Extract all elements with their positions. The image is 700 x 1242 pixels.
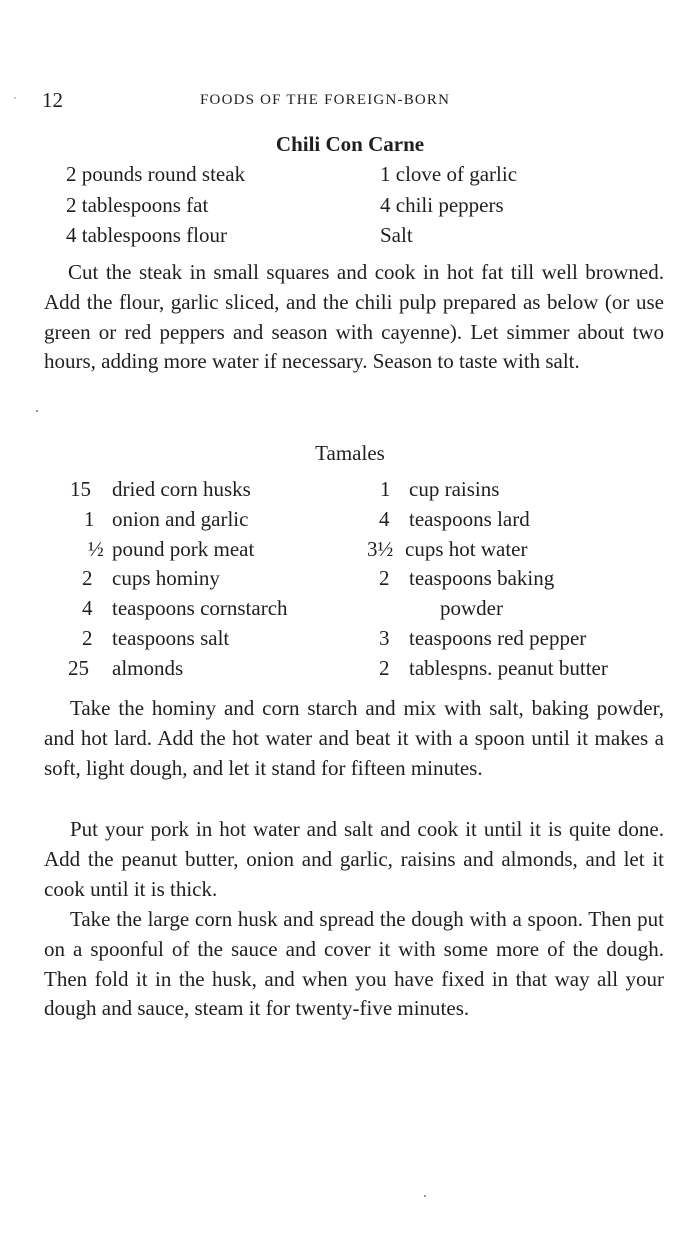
ingredient-line: cup raisins xyxy=(409,477,500,501)
ingredient-line: almonds xyxy=(112,656,184,680)
ingredient-quantity: 2 xyxy=(82,566,93,590)
ingredient-line: teaspoons lard xyxy=(409,507,530,531)
ingredient-line: tablespns. peanut butter xyxy=(409,656,608,680)
ingredient-line: teaspoons baking xyxy=(409,566,555,590)
running-header xyxy=(40,88,660,112)
ingredient-line: teaspoons cornstarch xyxy=(112,596,288,620)
ingredient-line: pound pork meat xyxy=(112,537,255,561)
ingredient-quantity: 1 xyxy=(380,477,391,501)
ingredient-quantity: 25 xyxy=(68,656,89,680)
page-number: 12 xyxy=(42,88,63,112)
scan-speck xyxy=(14,97,16,99)
recipe-title-tamales: Tamales xyxy=(315,441,385,465)
ingredient-line: teaspoons salt xyxy=(112,626,230,650)
ingredient-quantity: ½ xyxy=(88,537,104,561)
tamales-directions-3: Take the large corn husk and spread the dough with a spoon. Then put on a spoonful of the sauce and cover it with some more of the dough. Then fold it in the husk, and when you have fixed in that way all your dough and sauce, steam it for twenty-five minutes. xyxy=(44,907,664,1021)
ingredient-line: 4 tablespoons flour xyxy=(66,223,227,247)
ingredient-quantity: 2 xyxy=(82,626,93,650)
ingredient-line: 4 chili peppers xyxy=(380,193,504,217)
tamales-directions-2: Put your pork in hot water and salt and cook it until it is quite done. Add the peanut butter, onion and garlic, raisins and almonds, and let it cook until it is thick. xyxy=(44,817,664,901)
ingredient-line: 2 tablespoons fat xyxy=(66,193,209,217)
running-title: FOODS OF THE FOREIGN-BORN xyxy=(200,92,451,108)
ingredient-quantity: 1 xyxy=(84,507,95,531)
tamales-directions-1: Take the hominy and corn starch and mix with salt, baking powder, and hot lard. Add the hot water and beat it with a spoon until it makes a soft, light dough, and let it stand for fifteen minutes. xyxy=(44,696,664,780)
ingredient-quantity: 3 xyxy=(379,626,390,650)
ingredient-quantity: 15 xyxy=(70,477,91,501)
scan-speck xyxy=(424,1195,426,1197)
ingredient-quantity: 3½ xyxy=(367,537,394,561)
ingredient-line: cups hominy xyxy=(112,566,220,590)
ingredient-quantity: 4 xyxy=(82,596,93,620)
recipe-title-chili: Chili Con Carne xyxy=(275,132,425,156)
ingredient-line: cups hot water xyxy=(405,537,528,561)
ingredient-line: onion and garlic xyxy=(112,507,249,531)
ingredient-line: teaspoons red pepper xyxy=(409,626,587,650)
ingredient-line: 1 clove of garlic xyxy=(380,162,518,186)
ingredient-line: Salt xyxy=(380,223,413,247)
chili-directions: Cut the steak in small squares and cook in hot fat till well browned. Add the flour, garlic sliced, and the chili pulp prepared as below (or use green or red peppers and season with cayenne). Let simmer about two hours, adding more water if necessary. Season to taste with salt. xyxy=(44,260,664,374)
ingredient-line: dried corn husks xyxy=(112,477,251,501)
ingredient-quantity: 2 xyxy=(379,656,390,680)
ingredient-line: 2 pounds round steak xyxy=(66,162,246,186)
ingredient-quantity: 2 xyxy=(379,566,390,590)
ingredient-line: powder xyxy=(440,596,503,620)
ingredient-quantity: 4 xyxy=(379,507,390,531)
scan-speck xyxy=(36,410,38,412)
